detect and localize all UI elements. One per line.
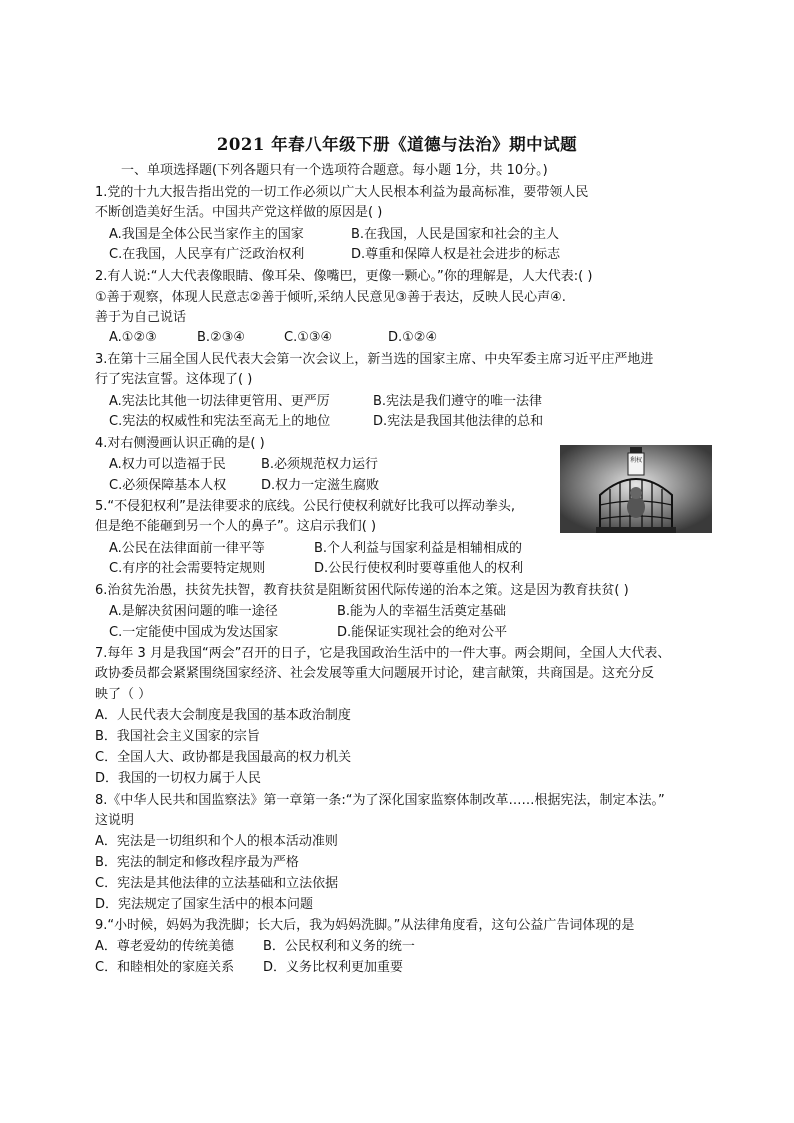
question-2-line-1: 2.有人说:“人大代表像眼睛、像耳朵、像嘴巴，更像一颗心。”你的理解是，人大代表:( ) [95, 269, 593, 284]
question-8-option-a: A．宪法是一切组织和个人的根本活动准则 [95, 834, 338, 849]
question-6-option-c: C.一定能使中国成为发达国家 [109, 625, 279, 640]
question-7-option-d: D．我国的一切权力属于人民 [95, 771, 262, 786]
question-4-option-c: C.必须保障基本人权 [109, 478, 227, 493]
question-8-line-1: 8.《中华人民共和国监察法》第一章第一条:“为了深化国家监察体制改革……根据宪法，制定本法。” [95, 793, 665, 808]
question-9-option-a: A．尊老爱幼的传统美德 [95, 939, 234, 954]
question-4-line-1: 4.对右侧漫画认识正确的是( ) [95, 436, 265, 451]
question-5-line-2: 但是绝不能砸到另一个人的鼻子”。这启示我们( ) [95, 519, 377, 534]
question-5-option-b: B.个人利益与国家利益是相辅相成的 [314, 541, 523, 556]
question-3-line-1: 3.在第十三届全国人民代表大会第一次会议上，新当选的国家主席、中央军委主席习近平庄严地进 [95, 352, 654, 367]
question-3-option-c: C.宪法的权威性和宪法至高无上的地位 [109, 414, 331, 429]
birdcage-cartoon [560, 445, 712, 533]
question-3-line-2: 行了宪法宣誓。这体现了( ) [95, 372, 253, 387]
question-6-option-b: B.能为人的幸福生活奠定基础 [337, 604, 507, 619]
question-2-option-a: A.①②③ [109, 330, 157, 345]
question-1-option-c: C.在我国，人民享有广泛政治权利 [109, 247, 305, 262]
question-3-option-a: A.宪法比其他一切法律更管用、更严厉 [109, 394, 330, 409]
question-6-option-a: A.是解决贫困问题的唯一途径 [109, 604, 278, 619]
question-7-line-3: 映了（ ） [95, 687, 152, 702]
question-9-option-c: C．和睦相处的家庭关系 [95, 960, 235, 975]
question-2-line-3: 善于为自己说话 [95, 310, 187, 325]
question-2-option-c: C.①③④ [284, 330, 333, 345]
question-6-line-1: 6.治贫先治愚，扶贫先扶智，教育扶贫是阻断贫困代际传递的治本之策。这是因为教育扶贫( ) [95, 583, 629, 598]
question-1-option-a: A.我国是全体公民当家作主的国家 [109, 227, 304, 242]
question-3-option-b: B.宪法是我们遵守的唯一法律 [373, 394, 543, 409]
question-7-line-1: 7.每年 3 月是我国“两会”召开的日子，它是我国政治生活中的一件大事。两会期间，全国人大代表、 [95, 646, 671, 661]
question-6-option-d: D.能保证实现社会的绝对公平 [337, 625, 508, 640]
question-7-option-a: A．人民代表大会制度是我国的基本政治制度 [95, 708, 351, 723]
question-7-line-2: 政协委员都会紧紧围绕国家经济、社会发展等重大问题展开讨论，建言献策，共商国是。这充分反 [95, 666, 655, 681]
question-9-line-1: 9.“小时候，妈妈为我洗脚；长大后，我为妈妈洗脚。”从法律角度看，这句公益广告词体现的是 [95, 918, 635, 933]
question-1-line-2: 不断创造美好生活。中国共产党这样做的原因是( ) [95, 205, 383, 220]
question-1-line-1: 1.党的十九大报告指出党的一切工作必须以广大人民根本利益为最高标准，要带领人民 [95, 185, 589, 200]
cartoon-label-1: 利权 [629, 457, 643, 464]
question-5-line-1: 5.“不侵犯权利”是法律要求的底线。公民行使权利就好比我可以挥动拳头, [95, 499, 516, 514]
section-header: 一、单项选择题(下列各题只有一个选项符合题意。每小题 1分，共 10分。) [121, 163, 548, 178]
question-4-option-b: B.必须规范权力运行 [261, 457, 379, 472]
question-8-option-b: B．宪法的制定和修改程序最为严格 [95, 855, 299, 870]
question-3-option-d: D.宪法是我国其他法律的总和 [373, 414, 544, 429]
question-2-option-b: B.②③④ [197, 330, 246, 345]
question-2-line-2: ①善于观察，体现人民意志②善于倾听,采纳人民意见③善于表达，反映人民心声④. [95, 290, 566, 305]
question-5-option-a: A.公民在法律面前一律平等 [109, 541, 265, 556]
question-9-option-b: B．公民权利和义务的统一 [263, 939, 415, 954]
question-5-option-c: C.有序的社会需要特定规则 [109, 561, 266, 576]
question-7-option-b: B．我国社会主义国家的宗旨 [95, 729, 260, 744]
question-8-option-d: D．宪法规定了国家生活中的根本问题 [95, 897, 314, 912]
question-7-option-c: C．全国人大、政协都是我国最高的权力机关 [95, 750, 352, 765]
question-9-option-d: D．义务比权利更加重要 [263, 960, 404, 975]
cartoon-image [560, 445, 712, 533]
question-8-line-2: 这说明 [95, 813, 135, 828]
question-1-option-d: D.尊重和保障人权是社会进步的标志 [351, 247, 561, 262]
question-4-option-a: A.权力可以造福于民 [109, 457, 226, 472]
page-title: 2021 年春八年级下册《道德与法治》期中试题 [216, 135, 578, 154]
question-2-option-d: D.①②④ [388, 330, 438, 345]
question-1-option-b: B.在我国，人民是国家和社会的主人 [351, 227, 560, 242]
question-5-option-d: D.公民行使权利时要尊重他人的权利 [314, 561, 524, 576]
question-4-option-d: D.权力一定滋生腐败 [261, 478, 380, 493]
question-8-option-c: C．宪法是其他法律的立法基础和立法依据 [95, 876, 339, 891]
